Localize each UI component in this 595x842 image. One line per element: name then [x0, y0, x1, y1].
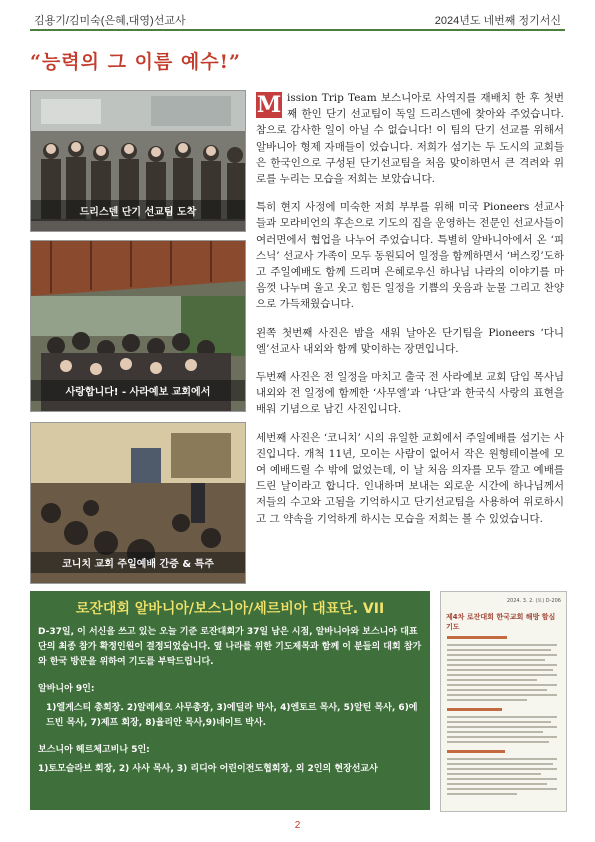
header-author: 김용기/김미숙(은혜,대영)선교사	[34, 15, 186, 27]
paragraph-5: 세번째 사진은 ‘코니치’ 시의 유일한 교회에서 주일예배를 섬기는 사진입니다. 개척 11년, 모이는 사람이 없어서 작은 원형테이블에 모여 예배드릴 수 밖에 없었는데, 이 날 처음 의자를 모두 깔고 예배를 드린 날이라고 합니다. 인내하며 보내는 외로운 시간에 하나님께서 저들의 수고와 고됨을 기억하시고 단기선교팀을 사용하여 위로하시고 그 약속을 기억하게 하시는 모습을 저희는 볼 수 있었습니다.	[256, 431, 564, 525]
albania-list: 1)엘게스티 총회장. 2)알레세오 사무총장, 3)에딜라 박사, 4)엔토르 목사, 5)알틴 목사, 6)에드빈 목사, 7)제프 회장, 8)율리안 목사,9)네이트 박사.	[46, 703, 418, 728]
thumbnail-line	[447, 768, 557, 770]
photo-team-arrival	[30, 90, 246, 232]
bosnia-list: 1)토모슬라브 회장, 2) 사사 목사, 3) 리디아 어린이전도협회장, 외 2인의 현장선교사	[38, 764, 378, 774]
thumbnail-line	[447, 773, 541, 775]
thumbnail-section-bar	[447, 750, 505, 753]
photo-caption: 코니치 교회 주일예배 간증 & 특주	[31, 552, 245, 573]
thumbnail-section-bar	[447, 636, 507, 639]
thumbnail-line	[447, 654, 557, 656]
thumbnail-line	[447, 793, 517, 795]
thumbnail-line	[447, 726, 557, 728]
paragraph-3: 왼쪽 첫번째 사진은 밤을 새워 날아온 단기팀을 Pioneers ‘다니엘’선교사 내외와 함께 맞이하는 장면입니다.	[256, 326, 564, 355]
page-number: 2	[294, 820, 301, 831]
thumbnail-line	[447, 731, 543, 733]
paragraph-1-text: ission Trip Team 보스니아로 사역지를 재배치 한 후 첫번째 한인 단기 선교팀이 독일 드리스덴에 찾아와 주었습니다. 참으로 감사한 일이 아닐 수 없습니다! 이 팀의 단기 선교를 위해서 알바니아 형제 자매들이 었습니다. 저희가 섬기는 두 도시의 교회들은 한국인으로 구성된 단기선교팀을 처음 맞이하면서 큰 격려와 위로를 누리는 모습을 저희는 보았습니다.	[256, 92, 564, 186]
paragraph-4: 두번째 사진은 전 일정을 마치고 출국 전 사라예보 교회 담임 목사님 내외와 전 일정에 함께한 ‘사무엘’과 ‘나단’과 한국식 사랑의 표현을 배워 기념으로 남긴 사진입니다.	[256, 371, 564, 416]
thumbnail-line	[447, 689, 547, 691]
thumbnail-line	[447, 716, 557, 718]
photo-sarajevo-church	[30, 240, 246, 412]
thumbnail-line	[447, 664, 557, 666]
lausanne-delegation-box	[30, 591, 430, 810]
delegation-body	[38, 625, 424, 789]
bosnia-heading: 보스니아 헤르체고비나 5인:	[38, 745, 150, 755]
photo-caption: 드리스덴 단기 선교팀 도착	[31, 200, 245, 221]
photo-caption: 사랑합니다! - 사라예보 교회에서	[31, 380, 245, 401]
thumbnail-line	[447, 736, 557, 738]
thumbnail-line	[447, 669, 553, 671]
thumbnail-line	[447, 741, 549, 743]
delegation-title: 로잔대회 알바니아/보스니아/세르비아 대표단. VII	[75, 601, 385, 617]
paragraph-1	[256, 90, 564, 187]
thumbnail-line	[447, 788, 557, 790]
header-issue: 2024년도 네번째 정기서신	[434, 15, 561, 27]
prayer-letter-thumbnail	[440, 591, 567, 812]
thumbnail-line	[447, 763, 553, 765]
thumbnail-section-bar	[447, 708, 502, 711]
thumbnail-line	[447, 679, 537, 681]
thumbnail-line	[447, 644, 557, 646]
thumbnail-line	[447, 674, 557, 676]
photo-konjic-worship	[30, 422, 246, 584]
delegation-intro: D-37일, 이 서신을 쓰고 있는 오늘 기준 로잔대회가 37일 남은 시점, 알바니아와 보스니아 대표단의 최종 참가 확정인원이 결정되었습니다. 옆 나라를 위한 기도제목과 함께 이 분들의 대회 참가와 한국 방문을 위하여 기도를 부탁드립니다.	[38, 627, 422, 667]
thumbnail-line	[447, 659, 545, 661]
thumbnail-line	[447, 758, 557, 760]
thumbnail-line	[447, 721, 551, 723]
thumbnail-line	[447, 694, 557, 696]
albania-heading: 알바니아 9인:	[38, 684, 95, 694]
thumbnail-title: 제4차 로잔대회 한국교회 해방 함심기도	[446, 613, 556, 631]
thumbnail-line	[447, 699, 527, 701]
thumbnail-line	[447, 649, 551, 651]
drop-cap: M	[256, 92, 282, 118]
article-body	[256, 90, 564, 539]
thumbnail-line	[447, 684, 557, 686]
paragraph-2: 특히 현지 사정에 미숙한 저희 부부를 위해 미국 Pioneers 선교사들과 모라비언의 후손으로 기도의 집을 운영하는 전문인 선교사들이 여러면에서 협업을 나누어 주었습니다. 특별히 알바니아에서 온 ‘피스닉’ 선교사 가족이 모두 동원되어 일정을 함께하면서 ‘버스킹’도하고 주일예배도 함께 드리며 은혜로우신 하나님 나라의 이야기를 마음껏 나누며 울고 웃고 힘든 일정을 기쁨의 웃음과 눈물 그리고 찬양으로 가득채웠습니다.	[256, 201, 564, 311]
page-title: “능력의 그 이름 예수!”	[30, 51, 241, 73]
thumbnail-line	[447, 783, 547, 785]
thumbnail-date: 2024. 3. 2. (토) D-206	[506, 598, 561, 604]
header-rule	[30, 29, 565, 31]
thumbnail-line	[447, 778, 557, 780]
